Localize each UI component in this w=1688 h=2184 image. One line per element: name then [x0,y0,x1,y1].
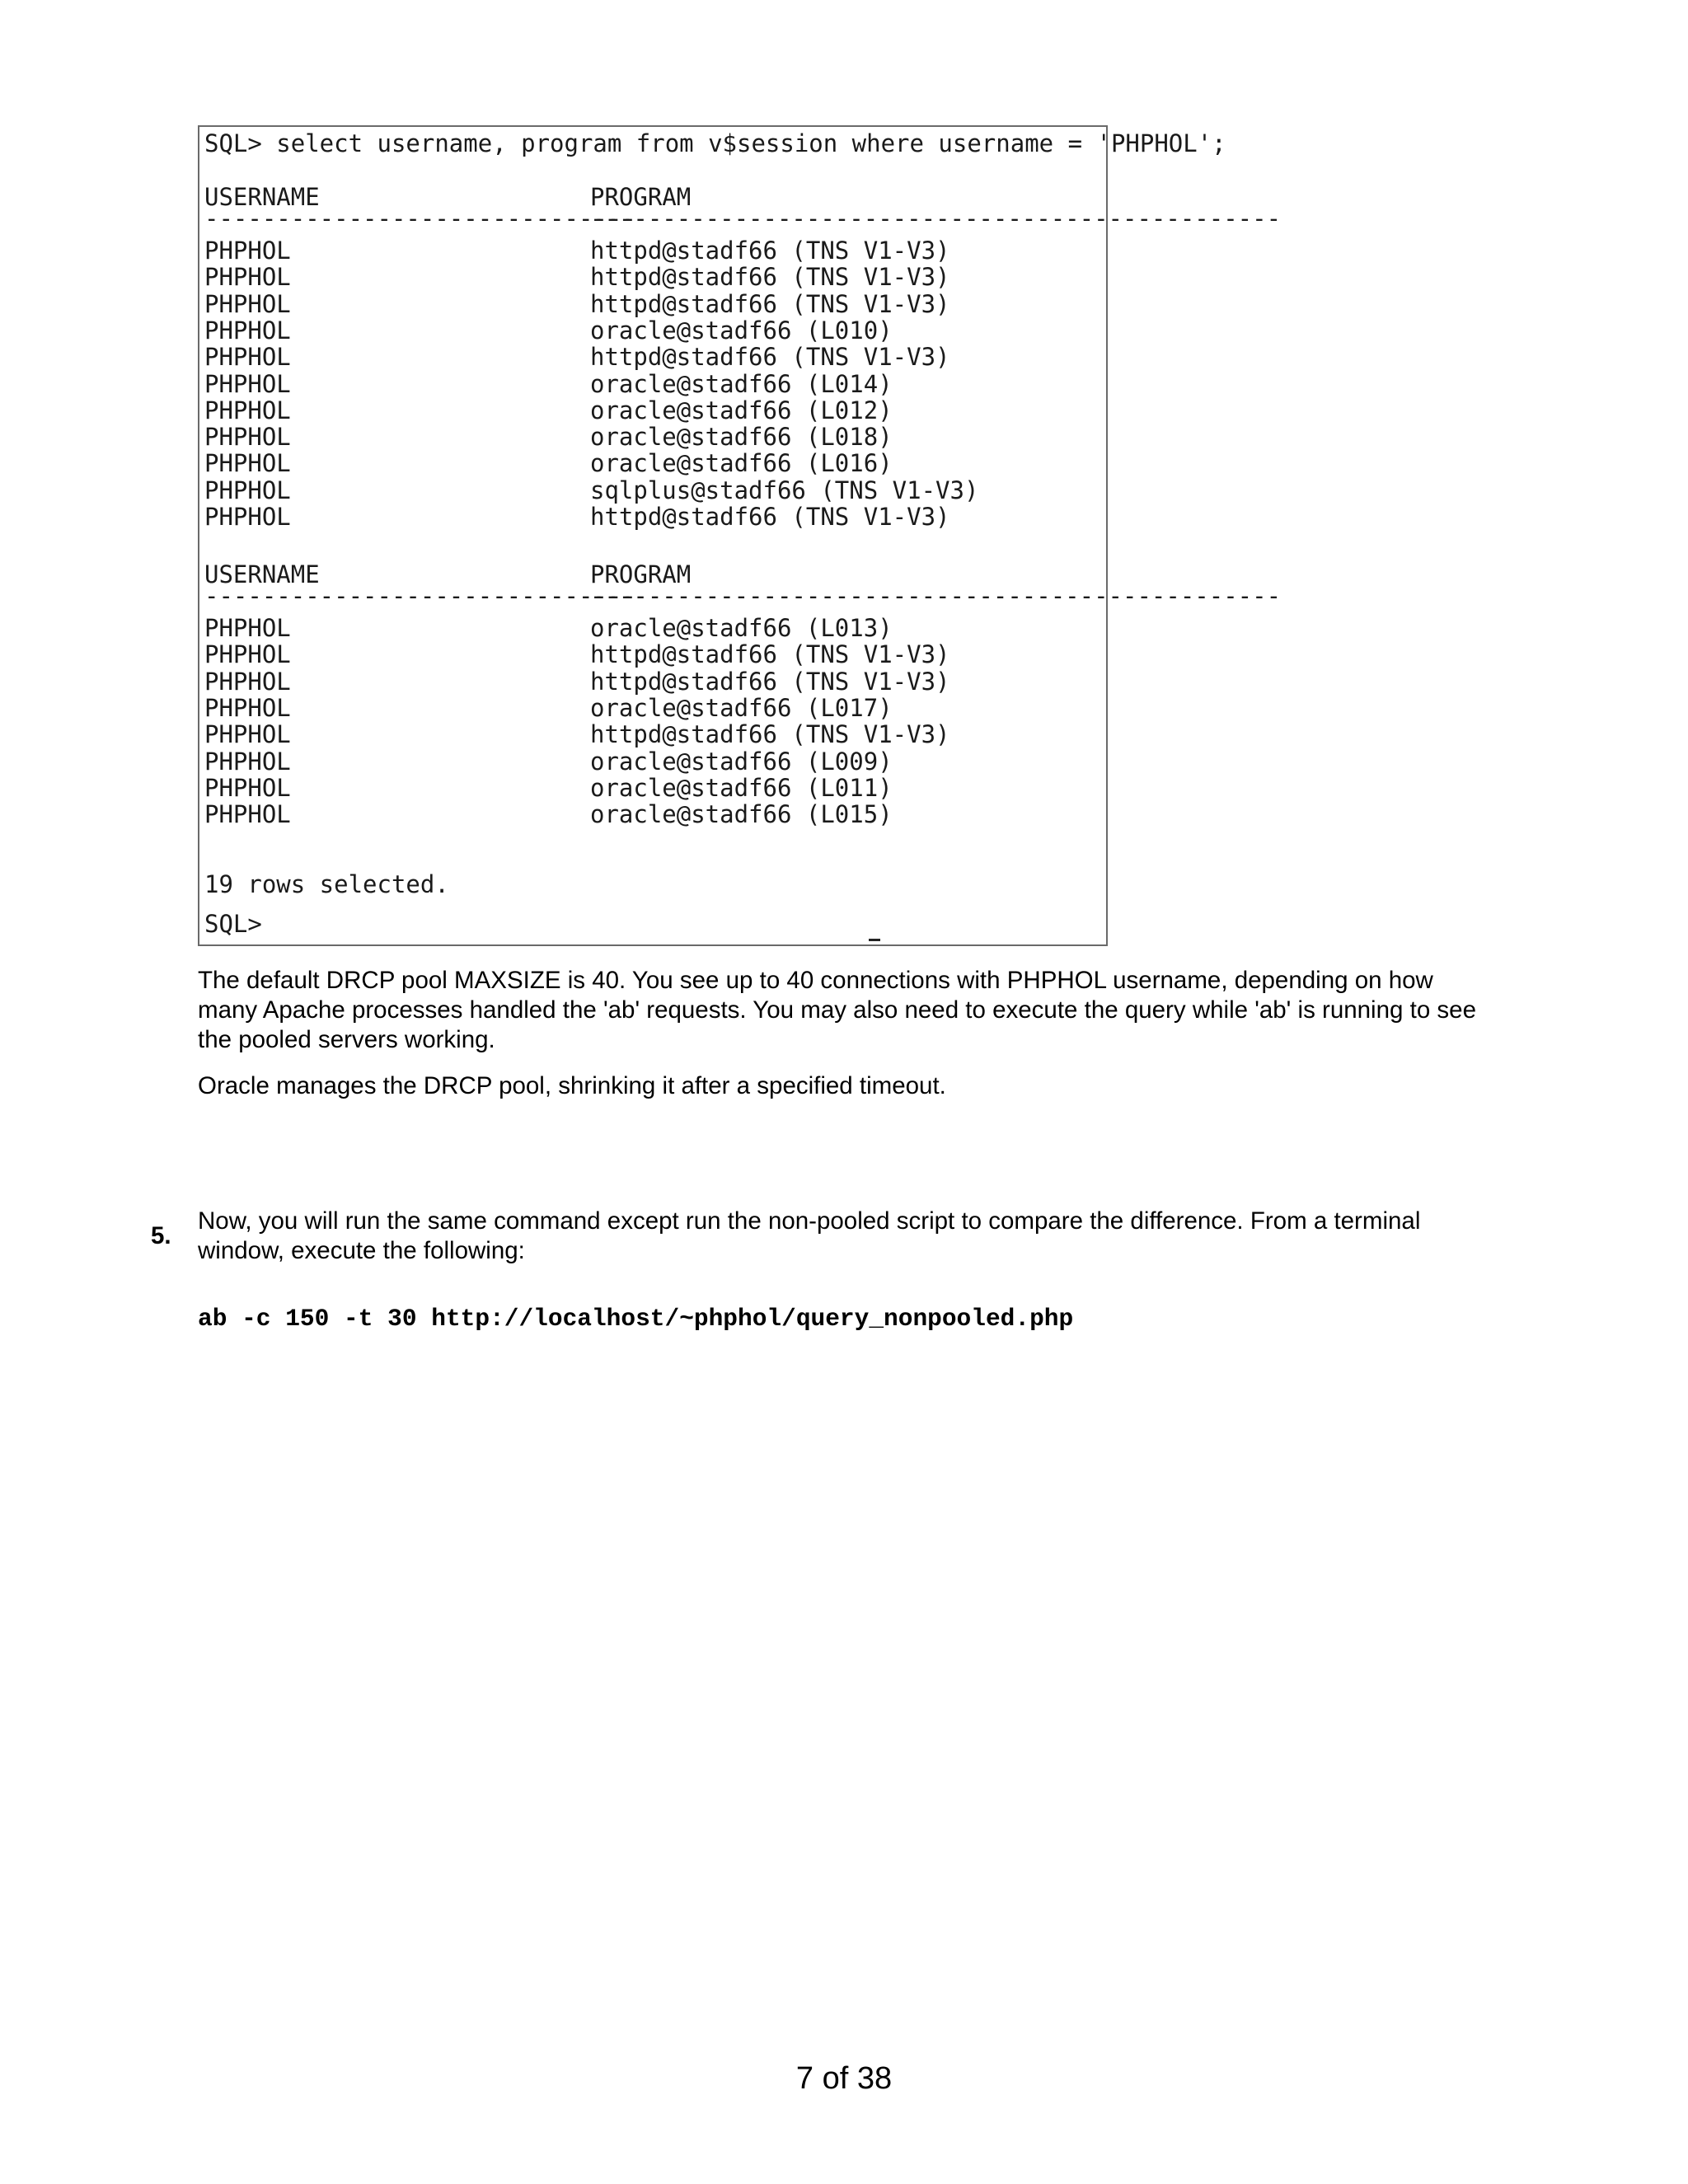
result-row [199,801,1106,828]
result-row [199,291,1106,318]
program-cell: httpd@stadf66 (TNS V1-V3) [590,503,950,531]
username-cell: PHPHOL [204,316,291,344]
terminal-cursor [869,939,880,941]
program-column-header: PROGRAM [590,183,692,211]
result-row [199,641,1106,668]
column-separator-row [199,582,1282,610]
result-row [199,615,1106,642]
drcp-shrink-paragraph: Oracle manages the DRCP pool, shrinking it after a specified timeout. [198,1072,946,1099]
column-separator-row [199,204,1282,232]
result-row [199,748,1106,776]
program-cell: oracle@stadf66 (L013) [590,614,893,642]
program-separator: ------------------------------------------------ [590,204,1282,232]
result-row [199,317,1106,344]
username-column-header: USERNAME [204,183,320,211]
username-cell: PHPHOL [204,503,291,531]
username-cell: PHPHOL [204,476,291,504]
username-cell: PHPHOL [204,773,291,802]
program-cell: httpd@stadf66 (TNS V1-V3) [590,667,950,696]
step-instruction: Now, you will run the same command except run the non-pooled script to compare the difference. From a terminal window, execute the following: [198,1207,1421,1264]
program-cell: oracle@stadf66 (L012) [590,396,893,424]
sql-query-line: SQL> select username, program from v$session where username = 'PHPHOL'; [204,129,1226,157]
program-cell: oracle@stadf66 (L011) [590,773,893,802]
username-cell: PHPHOL [204,800,291,829]
program-cell: sqlplus@stadf66 (TNS V1-V3) [590,476,979,504]
result-row [199,504,1106,531]
result-row [199,344,1106,371]
drcp-explanation-paragraph: The default DRCP pool MAXSIZE is 40. You see up to 40 connections with PHPHOL username, depending on how many Apache processes handled the 'ab' requests. You may also need to execute the query while 'ab' is running to see the pooled servers working. [198,967,1476,1053]
username-cell: PHPHOL [204,667,291,696]
username-cell: PHPHOL [204,263,291,292]
username-cell: PHPHOL [204,237,291,265]
program-cell: httpd@stadf66 (TNS V1-V3) [590,263,950,292]
username-cell: PHPHOL [204,720,291,749]
result-row [199,775,1106,802]
result-row [199,477,1106,504]
result-row [199,695,1106,722]
username-cell: PHPHOL [204,423,291,452]
program-cell: httpd@stadf66 (TNS V1-V3) [590,237,950,265]
username-separator: ------------------------------ [204,204,636,232]
result-row [199,668,1106,696]
program-cell: oracle@stadf66 (L016) [590,449,893,478]
program-separator: ------------------------------------------------ [590,582,1282,610]
result-row [199,264,1106,291]
result-row [199,450,1106,477]
program-cell: httpd@stadf66 (TNS V1-V3) [590,343,950,372]
result-row [199,371,1106,398]
username-cell: PHPHOL [204,396,291,424]
username-cell: PHPHOL [204,640,291,669]
result-row [199,397,1106,424]
username-cell: PHPHOL [204,747,291,776]
username-cell: PHPHOL [204,289,291,318]
program-cell: oracle@stadf66 (L010) [590,316,893,344]
username-cell: PHPHOL [204,614,291,642]
username-cell: PHPHOL [204,693,291,722]
step-number: 5. [151,1222,171,1249]
program-cell: oracle@stadf66 (L017) [590,693,893,722]
program-column-header: PROGRAM [590,560,692,588]
rows-selected-line: 19 rows selected. [204,870,449,898]
program-cell: httpd@stadf66 (TNS V1-V3) [590,289,950,318]
program-cell: httpd@stadf66 (TNS V1-V3) [590,720,950,749]
program-cell: oracle@stadf66 (L014) [590,369,893,398]
username-cell: PHPHOL [204,449,291,478]
username-cell: PHPHOL [204,369,291,398]
ab-command: ab -c 150 -t 30 http://localhost/~phphol/query_nonpooled.php [198,1305,1074,1333]
username-separator: ------------------------------ [204,582,636,610]
program-cell: oracle@stadf66 (L015) [590,800,893,829]
program-cell: oracle@stadf66 (L009) [590,747,893,776]
username-cell: PHPHOL [204,343,291,372]
page-number: 7 of 38 [795,2061,893,2096]
result-row [199,237,1106,265]
program-cell: oracle@stadf66 (L018) [590,423,893,452]
username-column-header: USERNAME [204,560,320,588]
sql-prompt-line: SQL> [204,910,262,938]
result-row [199,721,1106,748]
program-cell: httpd@stadf66 (TNS V1-V3) [590,640,950,669]
result-row [199,424,1106,451]
terminal-screenshot [198,125,1282,946]
